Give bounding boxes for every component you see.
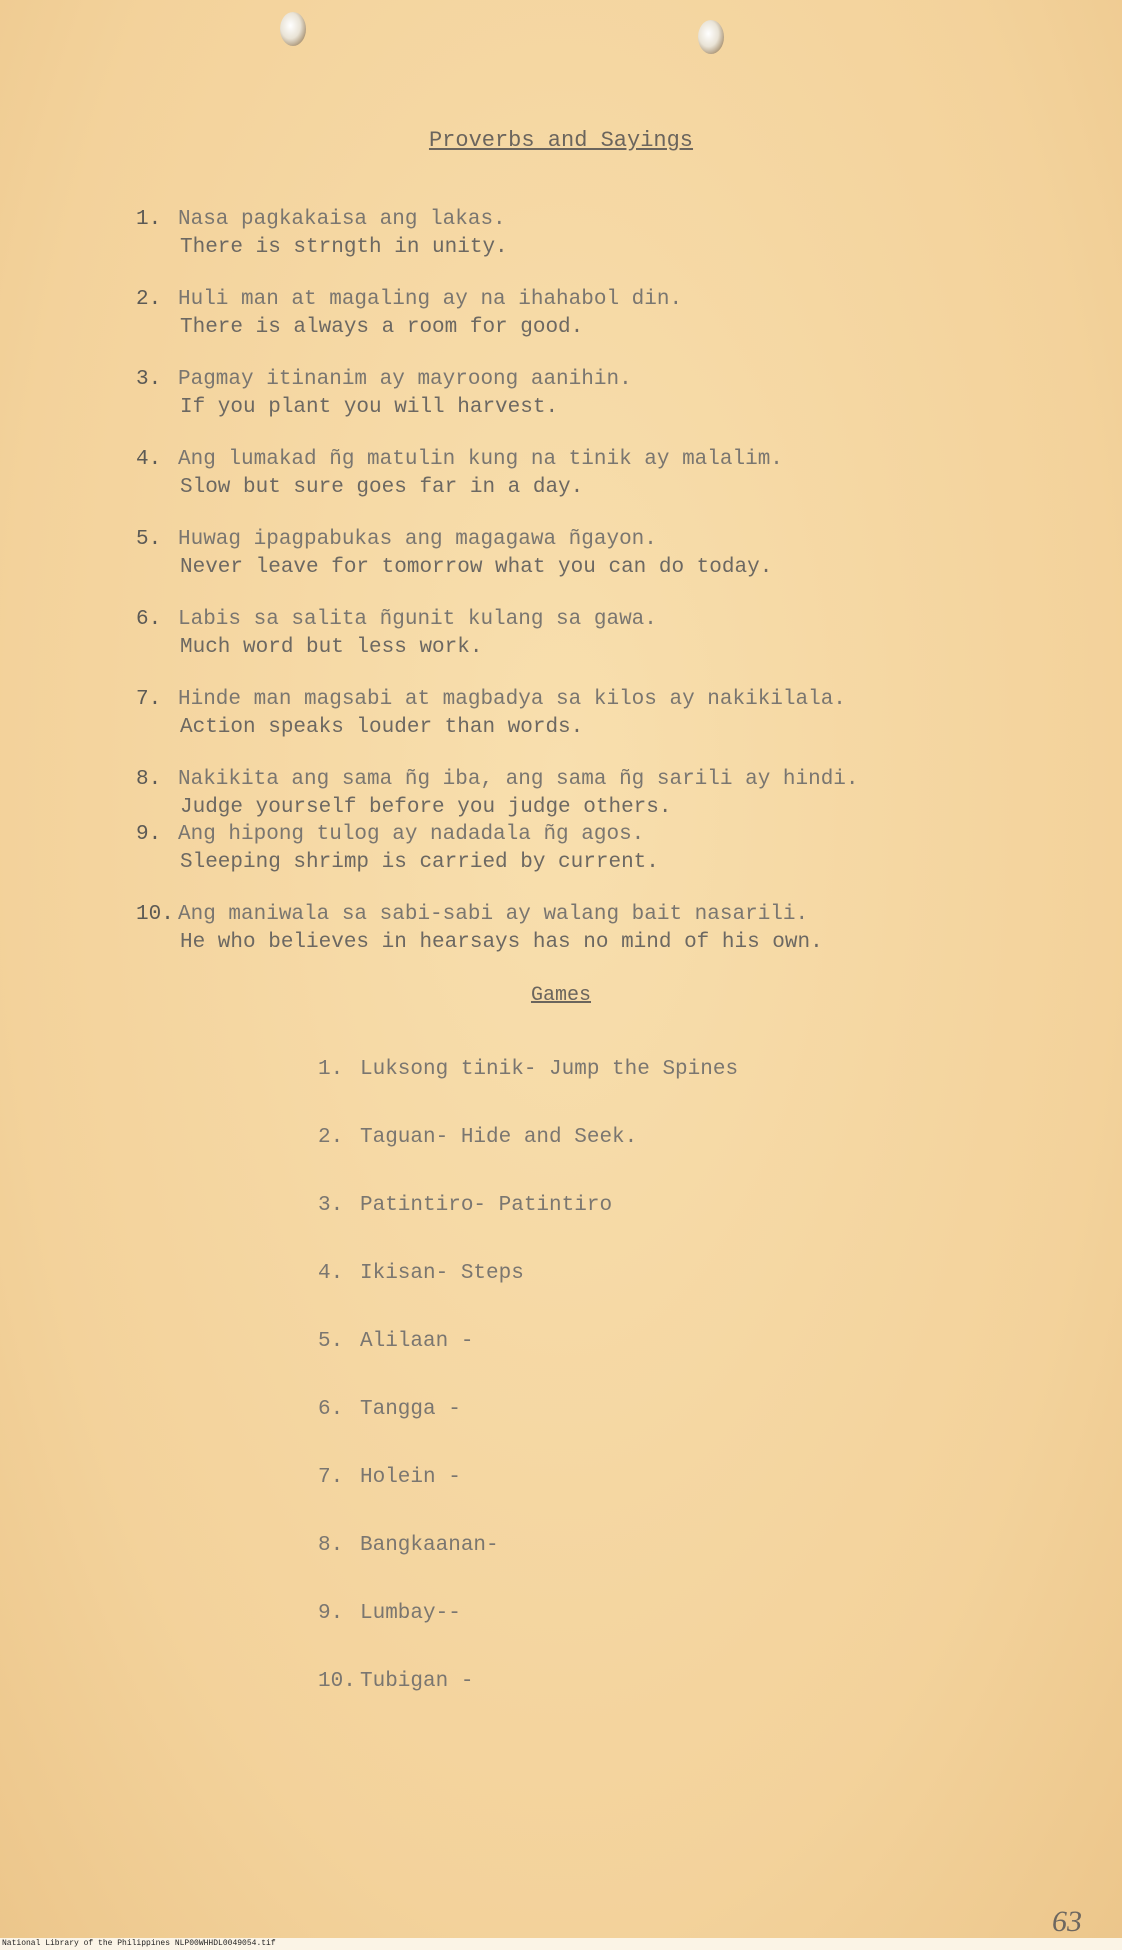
proverb-tagalog: Ang hipong tulog ay nadadala ñg agos. [178,823,645,846]
proverb-number: 4. [136,448,162,471]
proverb-english: There is strngth in unity. [180,236,508,259]
proverb-tagalog: Nasa pagkakaisa ang lakas. [178,208,506,231]
proverb-tagalog: Labis sa salita ñgunit kulang sa gawa. [178,608,657,631]
proverb-english: Judge yourself before you judge others. [180,796,672,819]
games-list [318,1058,1018,1738]
proverb-item [136,765,1036,820]
game-text: Tangga - [360,1398,461,1421]
proverb-item [136,820,1036,900]
game-item [318,1126,1018,1194]
game-number: 4. [318,1262,344,1285]
proverb-item [136,605,1036,685]
proverb-english: Slow but sure goes far in a day. [180,476,584,499]
game-text: Ikisan- Steps [360,1262,524,1285]
proverb-item [136,365,1036,445]
proverb-number: 5. [136,528,162,551]
game-item [318,1466,1018,1534]
proverb-number: 9. [136,823,162,846]
proverb-tagalog: Huwag ipagpabukas ang magagawa ñgayon. [178,528,657,551]
page-number: 63 [1052,1905,1082,1938]
proverb-tagalog: Ang maniwala sa sabi-sabi ay walang bait nasarili. [178,903,809,926]
proverb-item [136,685,1036,765]
proverb-number: 8. [136,768,162,791]
punch-hole-left [280,12,306,46]
game-item [318,1262,1018,1330]
game-number: 8. [318,1534,344,1557]
game-number: 10. [318,1670,356,1693]
game-text: Lumbay-- [360,1602,461,1625]
game-text: Patintiro- Patintiro [360,1194,613,1217]
game-item [318,1670,1018,1738]
proverb-tagalog: Hinde man magsabi at magbadya sa kilos ay nakikilala. [178,688,846,711]
proverb-number: 1. [136,208,162,231]
proverb-english: Sleeping shrimp is carried by current. [180,851,659,874]
proverb-tagalog: Pagmay itinanim ay mayroong aanihin. [178,368,632,391]
punch-hole-right [698,20,724,54]
proverb-english: Much word but less work. [180,636,483,659]
game-text: Tubigan - [360,1670,474,1693]
archive-footer: National Library of the Philippines NLP00WHHDL0049054.tif [0,1938,1122,1950]
proverb-number: 3. [136,368,162,391]
proverb-item [136,525,1036,605]
proverb-number: 10. [136,903,174,926]
game-number: 2. [318,1126,344,1149]
game-item [318,1330,1018,1398]
game-item [318,1534,1018,1602]
proverbs-heading: Proverbs and Sayings [428,128,694,153]
proverbs-list [136,205,1036,980]
proverb-english: There is always a room for good. [180,316,584,339]
proverb-number: 6. [136,608,162,631]
proverb-number: 7. [136,688,162,711]
game-text: Holein - [360,1466,461,1489]
game-text: Taguan- Hide and Seek. [360,1126,638,1149]
game-number: 7. [318,1466,344,1489]
proverb-english: Action speaks louder than words. [180,716,584,739]
proverb-english: If you plant you will harvest. [180,396,559,419]
game-number: 5. [318,1330,344,1353]
game-item [318,1194,1018,1262]
game-text: Bangkaanan- [360,1534,499,1557]
proverb-number: 2. [136,288,162,311]
proverb-item [136,900,1036,980]
proverb-tagalog: Ang lumakad ñg matulin kung na tinik ay malalim. [178,448,783,471]
game-number: 9. [318,1602,344,1625]
game-number: 1. [318,1058,344,1081]
game-text: Alilaan - [360,1330,474,1353]
game-number: 3. [318,1194,344,1217]
game-item [318,1602,1018,1670]
game-item [318,1058,1018,1126]
game-item [318,1398,1018,1466]
game-number: 6. [318,1398,344,1421]
proverb-english: He who believes in hearsays has no mind of his own. [180,931,823,954]
game-text: Luksong tinik- Jump the Spines [360,1058,739,1081]
games-heading: Games [530,984,591,1007]
proverb-tagalog: Nakikita ang sama ñg iba, ang sama ñg sarili ay hindi. [178,768,859,791]
proverb-item [136,285,1036,365]
proverb-item [136,205,1036,285]
proverb-tagalog: Huli man at magaling ay na ihahabol din. [178,288,683,311]
proverb-english: Never leave for tomorrow what you can do today. [180,556,773,579]
proverb-item [136,445,1036,525]
